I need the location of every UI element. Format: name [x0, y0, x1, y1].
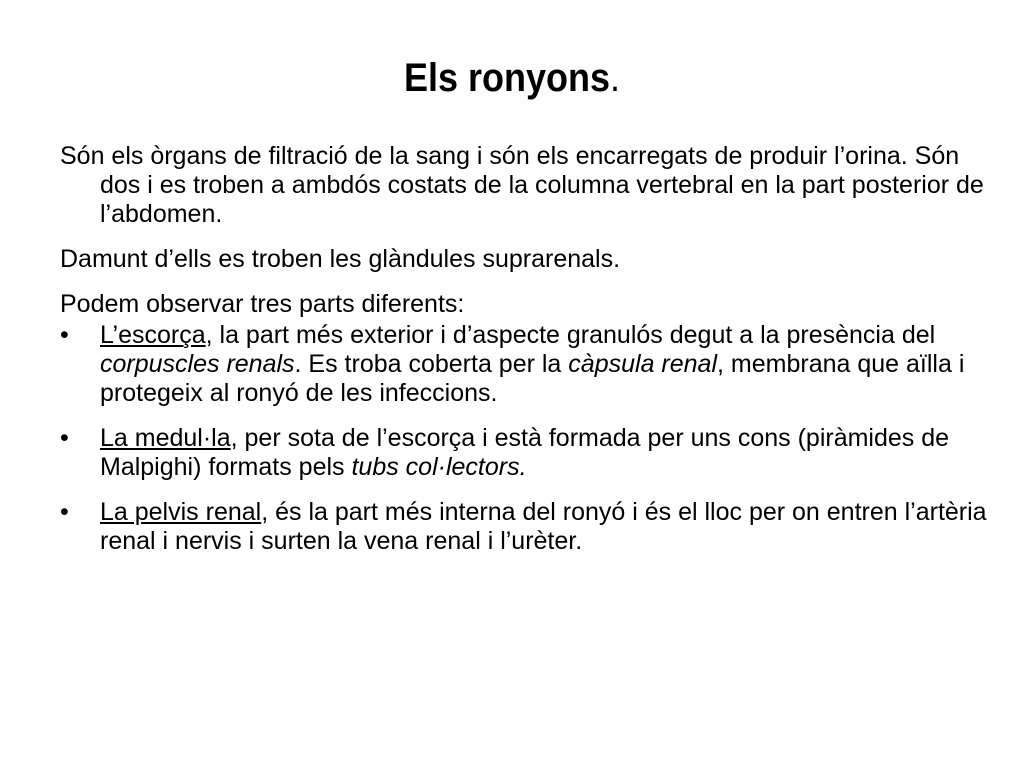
medulla-text-1: , per sota de l’escorça i està formada per uns cons (piràmides de Malpighi) formats pels — [100, 424, 950, 481]
slide-title — [51, 48, 973, 108]
term-pelvis: La pelvis renal — [100, 498, 262, 526]
bullet-icon: • — [60, 424, 69, 452]
term-escorca: L’escorça — [100, 321, 206, 349]
escorca-italic-2: càpsula renal — [568, 350, 718, 378]
paragraph-parts-intro: Podem observar tres parts diferents: — [60, 290, 465, 318]
bullet-icon: • — [60, 498, 69, 526]
slide-body — [60, 142, 990, 572]
slide-title-period: . — [610, 56, 621, 100]
term-medulla: La medul·la — [100, 424, 231, 452]
bullet-icon: • — [60, 321, 69, 349]
pelvis-text-1: , és la part més interna del ronyó i és el lloc per on entren l’artèria renal i nervis i surten la vena renal i l’urèter. — [100, 498, 987, 555]
paragraph-intro: Són els òrgans de filtració de la sang i són els encarregats de produir l’orina. Són dos i es troben a ambdós costats de la columna vertebral en la part posterior de l’abdomen. — [60, 142, 984, 228]
escorca-text-2: . Es troba coberta per la — [294, 350, 569, 378]
medulla-italic-1: tubs col·lectors. — [351, 453, 527, 481]
parts-list — [60, 321, 990, 556]
list-item-medulla — [60, 424, 990, 482]
paragraph-suprarenal: Damunt d’ells es troben les glàndules suprarenals. — [60, 245, 621, 273]
escorca-italic-1: corpuscles renals — [100, 350, 295, 378]
list-item-escorca — [60, 321, 990, 408]
slide-title-text: Els ronyons — [403, 56, 611, 100]
list-item-pelvis — [60, 498, 990, 556]
escorca-text-3: , membrana que aïlla i protegeix al ronyó de les infeccions. — [100, 350, 965, 407]
escorca-text-1: , la part més exterior i d’aspecte granulós degut a la presència del — [205, 321, 936, 349]
